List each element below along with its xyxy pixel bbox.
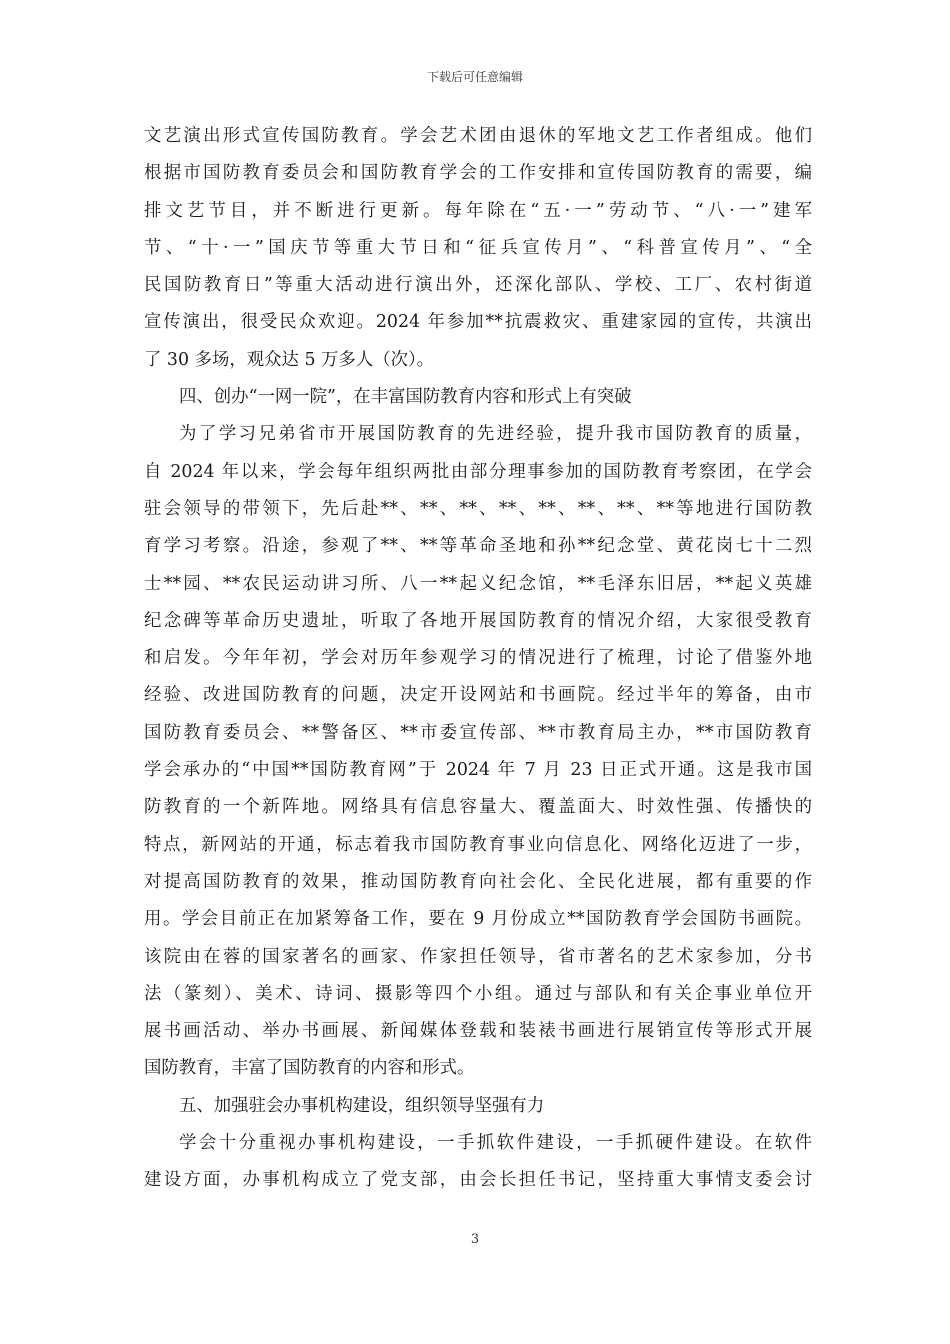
paragraph-line: 驻会领导的带领下，先后赴**、**、**、**、**、**、**、**等地进行国防教 (144, 498, 812, 519)
paragraph-line: 建设方面，办事机构成立了党支部，由会长担任书记，坚持重大事情支委会讨 (144, 1170, 812, 1191)
paragraph-line: 根据市国防教育委员会和国防教育学会的工作安排和宣传国防教育的需要，编 (144, 163, 812, 184)
paragraph-line: 国防教育，丰富了国防教育的内容和形式。 (144, 1058, 475, 1079)
paragraph-line: 排文艺节目，并不断进行更新。每年除在“五·一”劳动节、“八·一”建军 (144, 200, 812, 221)
paragraph-line: 了 30 多场，观众达 5 万多人（次）。 (144, 349, 435, 370)
paragraph-line: 用。学会目前正在加紧筹备工作，要在 9 月份成立**国防教育学会国防书画院。 (144, 909, 812, 930)
paragraph-line: 学会承办的“中国**国防教育网”于 2024 年 7 月 23 日正式开通。这是我市国 (144, 760, 812, 781)
paragraph-line: 纪念碑等革命历史遗址，听取了各地开展国防教育的情况介绍，大家很受教育 (144, 610, 812, 631)
page-number: 3 (470, 1232, 480, 1247)
paragraph-line: 法（篆刻）、美术、诗词、摄影等四个小组。通过与部队和有关企事业单位开 (144, 983, 812, 1004)
paragraph-line: 为了学习兄弟省市开展国防教育的先进经验，提升我市国防教育的质量， (179, 424, 812, 445)
paragraph-line: 展书画活动、举办书画展、新闻媒体登载和装裱书画进行展销宣传等形式开展 (144, 1021, 812, 1042)
paragraph-line: 宣传演出，很受民众欢迎。2024 年参加**抗震救灾、重建家园的宣传，共演出 (144, 312, 812, 333)
section-heading: 四、创办“一网一院”，在丰富国防教育内容和形式上有突破 (179, 387, 632, 408)
paragraph-line: 民国防教育日”等重大活动进行演出外，还深化部队、学校、工厂、农村街道 (144, 275, 812, 296)
paragraph-line: 文艺演出形式宣传国防教育。学会艺术团由退休的军地文艺工作者组成。他们 (144, 126, 812, 146)
paragraph-line: 士**园、**农民运动讲习所、八一**起义纪念馆，**毛泽东旧居，**起义英雄 (144, 573, 812, 594)
paragraph-line: 对提高国防教育的效果，推动国防教育向社会化、全民化进展，都有重要的作 (144, 871, 812, 892)
paragraph-line: 经验、改进国防教育的问题，决定开设网站和书画院。经过半年的筹备，由市 (144, 685, 812, 706)
paragraph-line: 特点，新网站的开通，标志着我市国防教育事业向信息化、网络化迈进了一步， (144, 834, 812, 855)
paragraph-line: 自 2024 年以来，学会每年组织两批由部分理事参加的国防教育考察团，在学会 (144, 461, 812, 482)
paragraph-line: 学会十分重视办事机构建设，一手抓软件建设，一手抓硬件建设。在软件 (179, 1133, 812, 1154)
paragraph-line: 节、“十·一”国庆节等重大节日和“征兵宣传月”、“科普宣传月”、“全 (144, 237, 812, 258)
paragraph-line: 该院由在蓉的国家著名的画家、作家担任领导，省市著名的艺术家参加，分书 (144, 946, 812, 967)
paragraph-line: 和启发。今年年初，学会对历年参观学习的情况进行了梳理，讨论了借鉴外地 (144, 648, 812, 669)
paragraph-line: 育学习考察。沿途，参观了**、**等革命圣地和孙**纪念堂、黄花岗七十二烈 (144, 536, 812, 557)
document-body (144, 118, 812, 1200)
paragraph-line: 国防教育委员会、**警备区、**市委宣传部、**市教育局主办，**市国防教育 (144, 722, 812, 743)
page-header: 下载后可任意编辑 (426, 70, 523, 84)
section-heading: 五、加强驻会办事机构建设，组织领导坚强有力 (179, 1095, 545, 1116)
paragraph-line: 防教育的一个新阵地。网络具有信息容量大、覆盖面大、时效性强、传播快的 (144, 797, 812, 818)
